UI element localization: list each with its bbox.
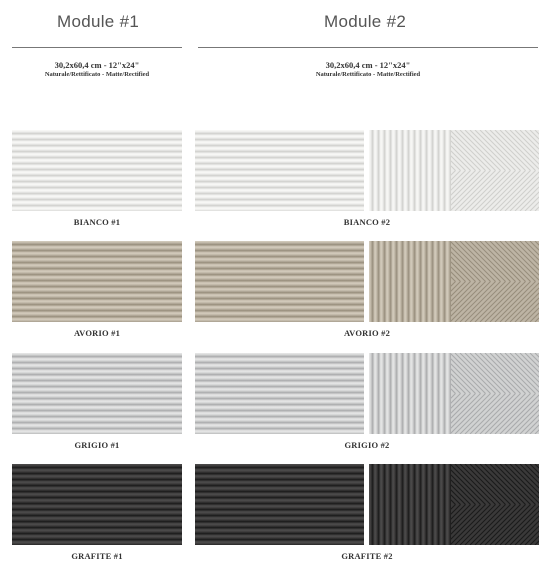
module-2-color-label: BIANCO #2 — [343, 217, 391, 227]
module-1-color-label: BIANCO #1 — [73, 217, 121, 227]
module-2-divider — [198, 47, 538, 48]
module-2-finish: Naturale/Rettificato - Matte/Rectified — [315, 71, 421, 78]
module-2-tile-diagonal — [451, 464, 539, 545]
module-2-tile-horizontal — [195, 241, 364, 322]
module-1-tile — [12, 353, 182, 434]
module-2-size: 30,2x60,4 cm - 12"x24" — [325, 60, 411, 70]
module-2-spec — [198, 60, 538, 78]
module-2-color-label: AVORIO #2 — [343, 328, 391, 338]
module-2-color-label: GRAFITE #2 — [341, 551, 393, 561]
module-2-tile-horizontal — [195, 464, 364, 545]
module-1-tile — [12, 464, 182, 545]
module-1-color-label: AVORIO #1 — [73, 328, 121, 338]
module-1-divider — [12, 47, 182, 48]
module-1-spec — [12, 60, 182, 78]
module-1-tile — [12, 241, 182, 322]
module-1-tile — [12, 130, 182, 211]
module-2-tile-diagonal — [451, 241, 539, 322]
module-1-finish: Naturale/Rettificato - Matte/Rectified — [44, 71, 150, 78]
module-2-tile-diagonal — [451, 353, 539, 434]
module-1-title: Module #1 — [57, 12, 140, 31]
module-1-size: 30,2x60,4 cm - 12"x24" — [54, 60, 140, 70]
module-2-tile-vertical — [369, 464, 451, 545]
module-2-tile-vertical — [369, 353, 451, 434]
module-1-color-label: GRAFITE #1 — [71, 551, 123, 561]
module-2-title: Module #2 — [324, 12, 407, 31]
module-2-tile-vertical — [369, 130, 451, 211]
module-1-color-label: GRIGIO #1 — [74, 440, 120, 450]
module-2-tile-diagonal — [451, 130, 539, 211]
module-2-tile-horizontal — [195, 130, 364, 211]
module-2-tile-vertical — [369, 241, 451, 322]
module-2-color-label: GRIGIO #2 — [344, 440, 390, 450]
module-2-tile-horizontal — [195, 353, 364, 434]
